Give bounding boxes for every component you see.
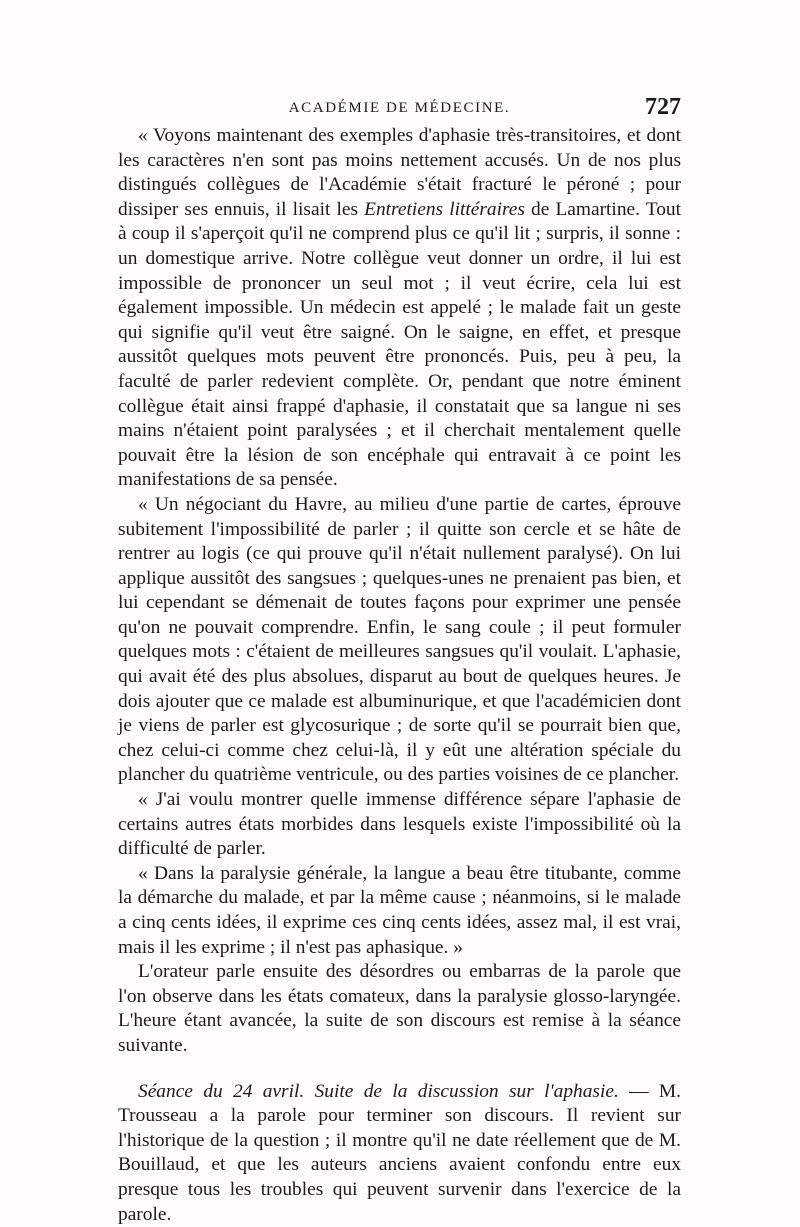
italic-text: Séance du 24 avril. Suite de la discussion sur l'aphasie. <box>138 1080 619 1102</box>
paragraph-text: « Dans la paralysie générale, la langue a beau être titubante, comme la démarche du malade, et par la même cause ; néanmoins, si le malade a cinq cents idées, il exprime ces cinq cents idées, assez mal, il est vrai, mais il les exprime ; il n'est pas aphasique. » <box>118 862 681 958</box>
body-text <box>118 124 681 1227</box>
paragraph-text: « Un négociant du Havre, au milieu d'une partie de cartes, éprouve subitement l'impossibilité de parler ; il quitte son cercle et se hâte de rentrer au logis (ce qui prouve qu'il n'était nullement paralysé). On lui applique aussitôt des sangsues ; quelques-unes ne prenaient pas bien, et lui cependant se démenait de toutes façons pour exprimer une pensée qu'on ne pouvait comprendre. Enfin, le sang coule ; il peut formuler quelques mots : c'étaient de meilleures sangsues qu'il voulait. L'aphasie, qui avait été des plus absolues, disparut au bout de quelques heures. Je dois ajouter que ce malade est albuminurique, et que l'académicien dont je viens de parler est glycosurique ; de sorte qu'il se pourrait bien que, chez celui-ci comme chez celui-là, il y eût une altération spéciale du plancher du quatrième ventricule, ou des parties voisines de ce plancher. <box>118 493 681 786</box>
paragraph <box>118 788 681 862</box>
italic-text: Entretiens littéraires <box>364 198 525 220</box>
paragraph-text: de Lamartine. Tout à coup il s'aperçoit qu'il ne comprend plus ce qu'il lit ; surpris, il sonne : un domestique arrive. Notre collègue veut donner un ordre, il lui est impossible de prononcer un seul mot ; il veut écrire, cela lui est également impossible. Un médecin est appelé ; le malade fait un geste qui signifie qu'il veut être saigné. On le saigne, en effet, et presque aussitôt quelques mots peuvent être prononcés. Puis, peu à peu, la faculté de parler redevient complète. Or, pendant que notre éminent collègue était ainsi frappé d'aphasie, il constatait que sa langue ni ses mains n'étaient point paralysées ; et il cherchait mentalement quelle pouvait être la lésion de son encéphale qui entravait à ce point les manifestations de sa pensée. <box>118 198 681 491</box>
paragraph-text: L'orateur parle ensuite des désordres ou embarras de la parole que l'on observe dans les états comateux, dans la paralysie glosso-laryngée. L'heure étant avancée, la suite de son discours est remise à la séance suivante. <box>118 961 681 1056</box>
paragraph-text: « Voyons maintenant des exemples d'aphasie très-transitoires, et dont les caractères n'en sont pas moins nettement accusés. Un de nos plus distingués collègues de l'Académie s'était fracturé le péroné ; pour dissiper ses ennuis, il lisait les <box>118 125 681 220</box>
paragraph <box>118 124 681 493</box>
paragraph-text: « J'ai voulu montrer quelle immense différence sépare l'aphasie de certains autres états morbides dans lesquels existe l'impossibilité où la difficulté de parler. <box>118 789 681 860</box>
paragraph-text: — M. Trousseau a la parole pour terminer son discours. Il revient sur l'historique de la question ; il montre qu'il ne date réellement que de M. Bouillaud, et que les auteurs anciens avaient confondu entre eux presque tous les troubles qui peuvent survenir dans l'exercice de la parole. <box>118 1080 682 1225</box>
page-header <box>118 94 681 124</box>
paragraph <box>118 1080 681 1227</box>
running-title: ACADÉMIE DE MÉDECINE. <box>288 100 511 116</box>
page-number: 727 <box>645 94 681 120</box>
paragraph <box>118 862 681 960</box>
paragraph <box>118 493 681 788</box>
paragraph <box>118 960 681 1058</box>
